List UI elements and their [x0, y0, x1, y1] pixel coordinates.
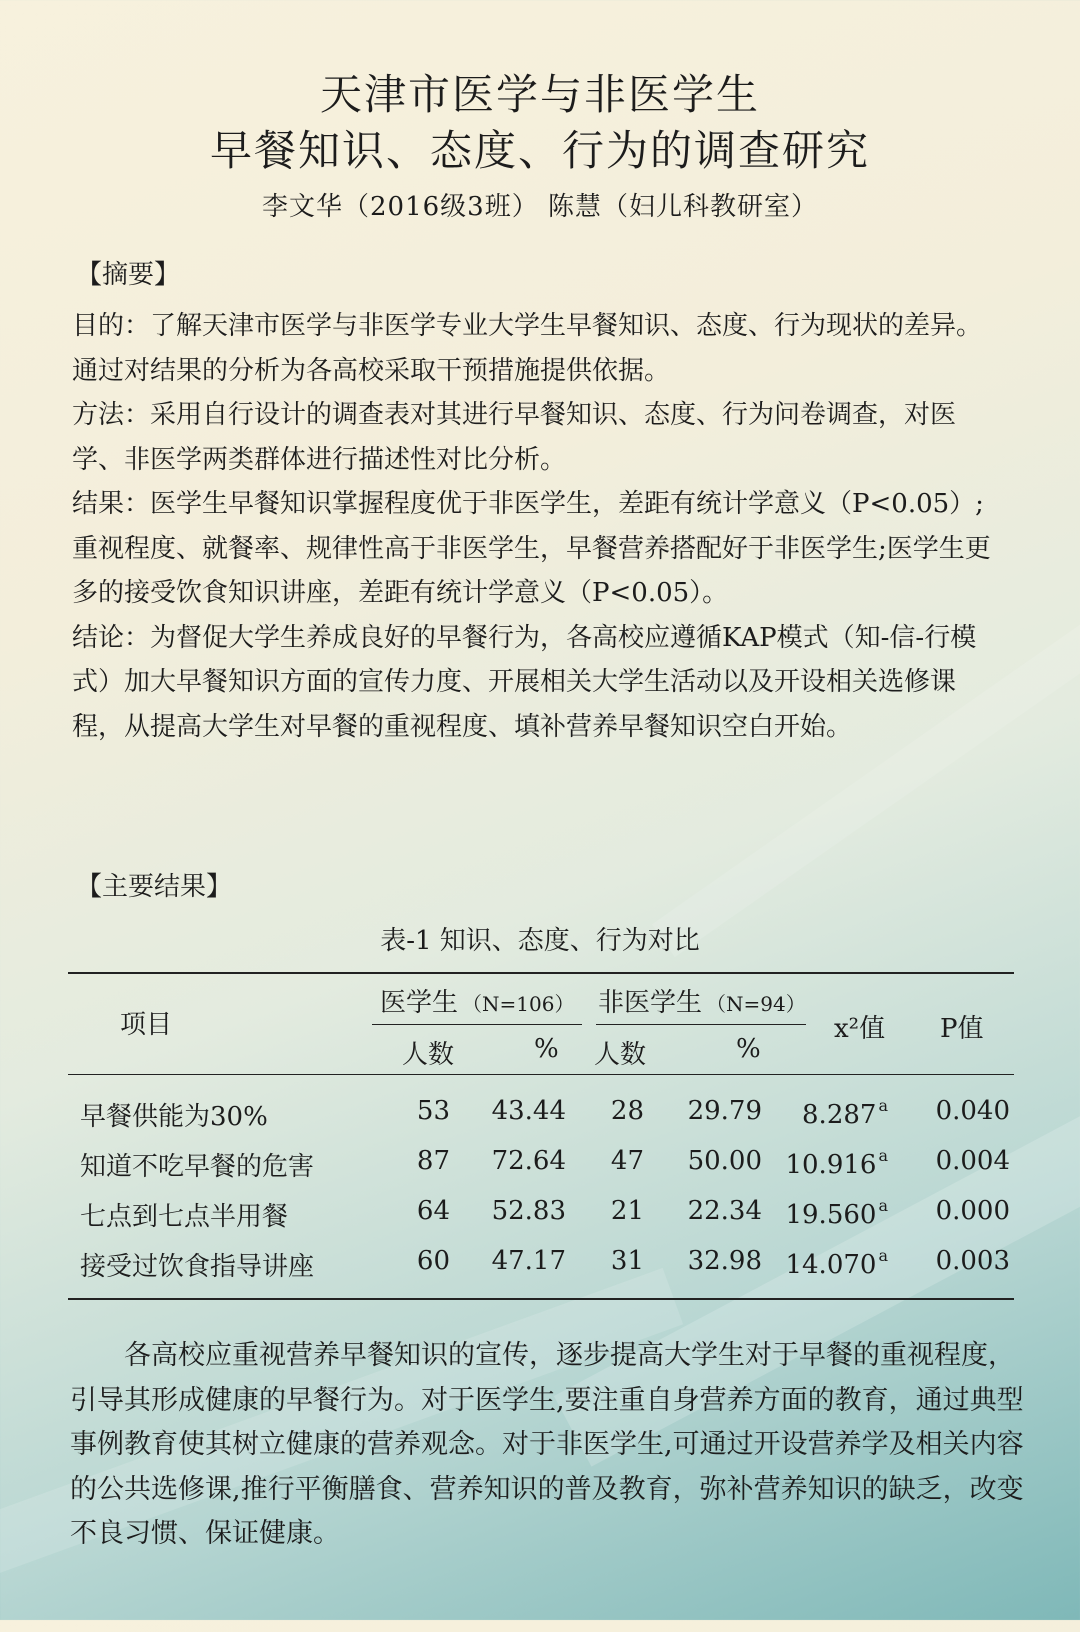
cell-nonmedical-count: 47: [610, 1146, 644, 1176]
abstract-heading: 【摘要】: [76, 260, 181, 290]
header-count-2: 人数: [594, 1040, 647, 1070]
group1-n: （N=106）: [462, 992, 575, 1016]
abstract-method: 方法：采用自行设计的调查表对其进行早餐知识、态度、行为问卷调查，对医学、非医学两类群体进行描述性对比分析。: [72, 400, 957, 475]
table-caption: 表-1 知识、态度、行为对比: [380, 926, 700, 956]
table-header-rule: [68, 1074, 1014, 1075]
header-count-1: 人数: [402, 1040, 455, 1070]
header-pct-2: %: [736, 1034, 761, 1064]
cell-nonmedical-count: 31: [610, 1246, 644, 1276]
cell-medical-count: 64: [416, 1196, 450, 1226]
header-group-medical: [380, 982, 574, 1019]
cell-p-value: 0.003: [935, 1246, 1010, 1276]
cell-p-value: 0.040: [935, 1096, 1010, 1126]
cell-nonmedical-count: 21: [610, 1196, 644, 1226]
cell-nonmedical-pct: 50.00: [687, 1146, 762, 1176]
significance-mark: a: [878, 1246, 888, 1265]
cell-chi-square: 10.916 $^a$: [785, 1146, 888, 1180]
closing-paragraph: 各高校应重视营养早餐知识的宣传，逐步提高大学生对于早餐的重视程度，引导其形成健康的早餐行为。对于医学生,要注重自身营养方面的教育，通过典型事例教育使其树立健康的营养观念。对于非医学生,可通过开设营养学及相关内容的公共选修课,推行平衡膳食、营养知识的普及教育，弥补营养知识的缺乏，改变不良习惯、保证健康。: [70, 1340, 1024, 1549]
significance-mark: a: [878, 1096, 888, 1115]
cell-medical-count: 87: [416, 1146, 450, 1176]
cell-p-value: 0.004: [935, 1146, 1010, 1176]
header-group-nonmedical: [598, 982, 806, 1019]
significance-mark: a: [878, 1196, 888, 1215]
cell-nonmedical-pct: 22.34: [687, 1196, 762, 1226]
cell-chi-square: 8.287 $^a$: [802, 1096, 888, 1130]
cell-medical-pct: 72.64: [491, 1146, 566, 1176]
title-line-1: 天津市医学与非医学生: [319, 70, 760, 119]
abstract-purpose: 目的：了解天津市医学与非医学专业大学生早餐知识、态度、行为现状的差异。通过对结果的分析为各高校采取干预措施提供依据。: [72, 311, 983, 386]
abstract-conclusion: 结论：为督促大学生养成良好的早餐行为，各高校应遵循KAP模式（知-信-行模式）加大早餐知识方面的宣传力度、开展相关大学生活动以及开设相关选修课程，从提高大学生对早餐的重视程度、填补营养早餐知识空白开始。: [72, 622, 977, 742]
abstract-body: [72, 304, 992, 749]
row-label: 知道不吃早餐的危害: [80, 1152, 315, 1182]
cell-nonmedical-pct: 29.79: [687, 1096, 762, 1126]
group2-label: 非医学生: [598, 988, 703, 1018]
authors: 李文华（2016级3班） 陈慧（妇儿科教研室）: [262, 192, 818, 222]
row-label: 七点到七点半用餐: [80, 1202, 289, 1232]
abstract-result: 结果：医学生早餐知识掌握程度优于非医学生，差距有统计学意义（P<0.05）;重视程度、就餐率、规律性高于非医学生，早餐营养搭配好于非医学生;医学生更多的接受饮食知识讲座，差距有统计学意义（P<0.05）。: [72, 489, 991, 608]
cell-medical-count: 53: [416, 1096, 450, 1126]
header-chi-square: x²值: [834, 1014, 886, 1044]
group1-rule: [372, 1024, 582, 1025]
cell-medical-pct: 43.44: [491, 1096, 566, 1126]
group1-label: 医学生: [380, 988, 459, 1018]
cell-nonmedical-pct: 32.98: [687, 1246, 762, 1276]
results-heading: 【主要结果】: [76, 872, 233, 902]
cell-p-value: 0.000: [935, 1196, 1010, 1226]
cell-medical-count: 60: [416, 1246, 450, 1276]
cell-nonmedical-count: 28: [610, 1096, 644, 1126]
header-pct-1: %: [534, 1034, 559, 1064]
table-top-rule: [68, 972, 1014, 974]
significance-mark: a: [878, 1146, 888, 1165]
header-p-value: P值: [940, 1014, 984, 1044]
cell-chi-square: 14.070 $^a$: [785, 1246, 888, 1280]
cell-chi-square: 19.560 $^a$: [785, 1196, 888, 1230]
row-label: 接受过饮食指导讲座: [80, 1252, 315, 1282]
cell-medical-pct: 52.83: [491, 1196, 566, 1226]
table-bottom-rule: [68, 1298, 1014, 1300]
cell-medical-pct: 47.17: [491, 1246, 566, 1276]
group2-n: （N=94）: [706, 992, 806, 1016]
title-line-2: 早餐知识、态度、行为的调查研究: [209, 126, 870, 175]
row-label: 早餐供能为30%: [80, 1102, 268, 1132]
header-item: 项目: [120, 1010, 173, 1040]
group2-rule: [596, 1024, 806, 1025]
